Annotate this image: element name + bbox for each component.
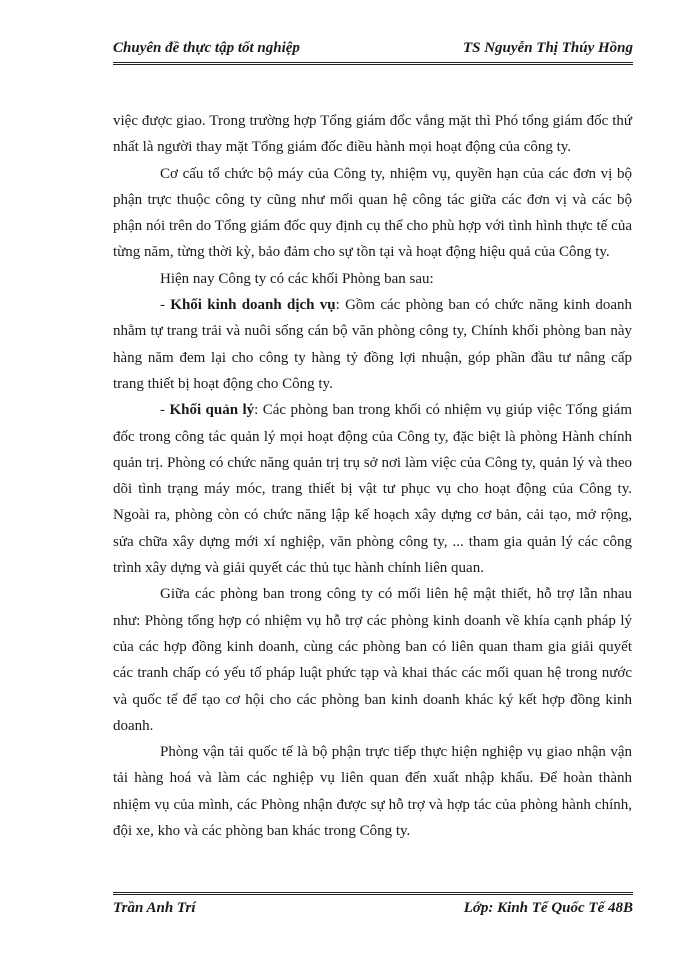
page-footer xyxy=(113,900,633,917)
header-rule xyxy=(113,62,633,65)
paragraph: Giữa các phòng ban trong công ty có mối liên hệ mật thiết, hỗ trợ lẫn nhau như: Phòng tổng hợp có nhiệm vụ hỗ trợ các phòng kinh doanh về khía cạnh pháp lý của các hợp đồng kinh doanh, cùng các phòng ban có liên quan tham gia giải quyết các tranh chấp có yếu tố pháp luật phức tạp và khai thác các mối quan hệ trong nước và quốc tế để tạo cơ hội cho các phòng ban kinh doanh khác ký kết hợp đồng kinh doanh. xyxy=(113,586,632,734)
header-author: TS Nguyễn Thị Thúy Hồng xyxy=(462,40,633,56)
paragraph: - Khối kinh doanh dịch vụ: Gồm các phòng ban có chức năng kinh doanh nhằm tự trang trải và nuôi sống cán bộ văn phòng công ty, Chính khối phòng ban này hàng năm đem lại cho công ty hàng tỷ đồng lợi nhuận, góp phần đầu tư nâng cấp trang thiết bị hoạt động cho Công ty. xyxy=(113,297,632,392)
footer-student: Trần Anh Trí xyxy=(113,900,196,916)
paragraph: - Khối quản lý: Các phòng ban trong khối có nhiệm vụ giúp việc Tổng giám đốc trong công tác quản lý mọi hoạt động của Công ty, đặc biệt là phòng Hành chính quản trị. Phòng có chức năng quản trị trụ sở nơi làm việc của Công ty, quản lý và theo dõi tình trạng máy móc, trang thiết bị vật tư phục vụ cho hoạt động của Công ty. Ngoài ra, phòng còn có chức năng lập kế hoạch xây dựng cơ bản, cải tạo, mở rộng, sửa chữa xây dựng mới xí nghiệp, văn phòng công ty, ... tham gia quản lý các công trình xây dựng và giải quyết các thủ tục hành chính liên quan. xyxy=(113,402,632,577)
paragraph: việc được giao. Trong trường hợp Tổng giám đốc vắng mặt thì Phó tổng giám đốc thứ nhất là người thay mặt Tổng giám đốc điều hành mọi hoạt động của công ty. xyxy=(113,113,632,156)
footer-class: Lớp: Kinh Tế Quốc Tế 48B xyxy=(463,900,633,916)
paragraph: Cơ cấu tổ chức bộ máy của Công ty, nhiệm vụ, quyền hạn của các đơn vị bộ phận trực thuộc công ty cũng như mối quan hệ công tác giữa các đơn vị và các bộ phận nói trên do Tổng giám đốc quy định cụ thể cho phù hợp với tình hình thực tế của từng năm, từng thời kỳ, bảo đảm cho sự tồn tại và hoạt động hiệu quả của Công ty. xyxy=(113,165,632,261)
header-title: Chuyên đề thực tập tốt nghiệp xyxy=(113,40,300,56)
paragraph: Phòng vận tải quốc tế là bộ phận trực tiếp thực hiện nghiệp vụ giao nhận vận tải hàng hoá và làm các nghiệp vụ liên quan đến xuất nhập khẩu. Để hoàn thành nhiệm vụ của mình, các Phòng nhận được sự hỗ trợ và hợp tác của phòng hành chính, đội xe, kho và các phòng ban khác trong Công ty. xyxy=(113,744,632,840)
section-heading: Khối kinh doanh dịch vụ xyxy=(170,297,336,314)
document-body xyxy=(113,108,632,844)
section-heading: Khối quản lý xyxy=(169,402,255,419)
page-header xyxy=(113,40,633,57)
paragraph: Hiện nay Công ty có các khối Phòng ban sau: xyxy=(160,270,434,287)
footer-rule xyxy=(113,892,633,895)
